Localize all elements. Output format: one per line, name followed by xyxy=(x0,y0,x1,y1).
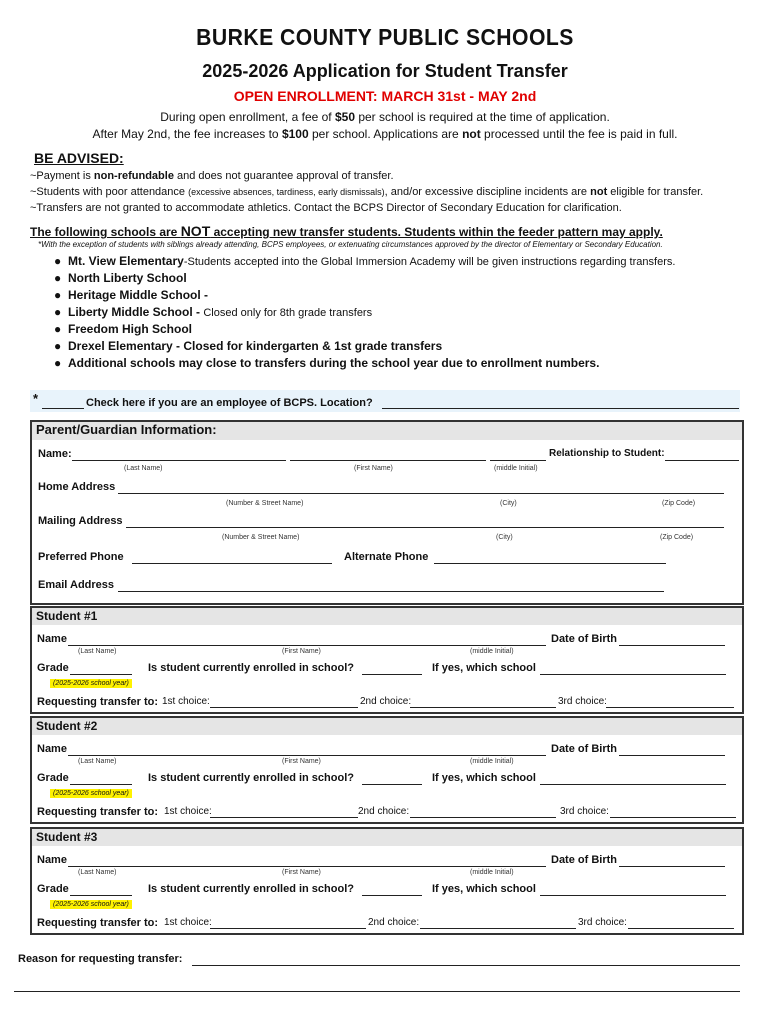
which-school-field[interactable] xyxy=(540,895,726,896)
preferred-phone-label: Preferred Phone xyxy=(38,551,124,563)
preferred-phone-field[interactable] xyxy=(132,563,332,564)
fee-emphasis: not xyxy=(462,127,481,141)
school-name: Additional schools may close to transfers during the school year due to enrollment numbers. xyxy=(68,356,600,370)
dob-field[interactable] xyxy=(619,755,725,756)
student-header xyxy=(32,718,742,735)
parent-header xyxy=(32,422,742,440)
alternate-phone-label: Alternate Phone xyxy=(344,551,429,563)
closed-school-item xyxy=(54,305,675,322)
district-title: BURKE COUNTY PUBLIC SCHOOLS xyxy=(196,24,574,50)
closed-school-item xyxy=(54,271,675,288)
fee-text: After May 2nd, the fee increases to xyxy=(92,127,282,141)
school-name: Freedom High School xyxy=(68,322,193,336)
enrolled-label: Is student currently enrolled in school? xyxy=(148,883,354,895)
fee-text: per school is required at the time of application. xyxy=(355,110,610,124)
advised-item-3: ~Transfers are not granted to accommodate athletics. Contact the BCPS Director of Secondary Education for clarification. xyxy=(30,202,622,214)
choice-3-field[interactable] xyxy=(628,928,734,929)
student-first-caption: (First Name) xyxy=(282,869,321,876)
advised-item-2 xyxy=(30,186,703,198)
student-header xyxy=(32,608,742,625)
choice-2-label: 2nd choice: xyxy=(368,917,420,928)
which-school-label: If yes, which school xyxy=(432,662,536,674)
fee-text: per school. Applications are xyxy=(308,127,463,141)
which-school-field[interactable] xyxy=(540,784,726,785)
choice-3-field[interactable] xyxy=(610,817,736,818)
schools-heading-text: The following schools are xyxy=(30,225,181,239)
grade-field[interactable] xyxy=(70,674,132,675)
choice-1-label: 1st choice: xyxy=(162,696,210,707)
enrolled-label: Is student currently enrolled in school? xyxy=(148,662,354,674)
grade-year-note: (2025-2026 school year) xyxy=(50,679,132,688)
student-name-field[interactable] xyxy=(68,645,546,646)
enrolled-label: Is student currently enrolled in school? xyxy=(148,772,354,784)
home-address-field[interactable] xyxy=(118,493,724,494)
requesting-label: Requesting transfer to: xyxy=(37,696,159,708)
choice-3-label: 3rd choice: xyxy=(558,696,607,707)
student-last-caption: (Last Name) xyxy=(78,648,117,655)
closed-school-item xyxy=(54,356,675,373)
student-name-label: Name xyxy=(37,854,67,866)
employee-location-field[interactable] xyxy=(382,408,739,409)
enrolled-field[interactable] xyxy=(362,784,422,785)
which-school-field[interactable] xyxy=(540,674,726,675)
parent-last-name-caption: (Last Name) xyxy=(124,465,163,472)
dob-label: Date of Birth xyxy=(551,633,617,645)
mailing-address-label: Mailing Address xyxy=(38,515,123,527)
advised-emphasis: non-refundable xyxy=(93,170,174,182)
choice-2-field[interactable] xyxy=(420,928,576,929)
dob-field[interactable] xyxy=(619,645,725,646)
enrollment-window: OPEN ENROLLMENT: MARCH 31st - MAY 2nd xyxy=(233,88,537,104)
student-title: Student #2 xyxy=(36,719,98,733)
student-header xyxy=(32,829,742,846)
grade-label: Grade xyxy=(37,883,69,895)
choice-3-field[interactable] xyxy=(606,707,734,708)
schools-heading xyxy=(30,223,663,239)
parent-last-name-field[interactable] xyxy=(72,460,286,461)
choice-1-field[interactable] xyxy=(210,817,358,818)
schools-note: *With the exception of students with siblings already attending, BCPS employees, or extenuating circumstances approved by the director of Elementary or Secondary Education. xyxy=(38,240,663,249)
school-name: Mt. View Elementary xyxy=(68,254,184,268)
advised-text: and does not guarantee approval of transfer. xyxy=(173,170,394,182)
closed-school-item xyxy=(54,254,675,271)
fee-line-2 xyxy=(0,127,770,141)
fee-amount: $50 xyxy=(334,110,355,124)
closed-schools-list xyxy=(54,254,675,373)
choice-2-field[interactable] xyxy=(410,707,556,708)
advised-text: ~Payment is xyxy=(30,170,94,182)
fee-amount: $100 xyxy=(281,127,309,141)
advised-text: ~Students with poor attendance xyxy=(30,186,189,198)
home-zip-caption: (Zip Code) xyxy=(662,500,696,507)
employee-star: * xyxy=(33,391,39,406)
employee-label: Check here if you are an employee of BCPS. Location? xyxy=(86,397,373,409)
choice-3-label: 3rd choice: xyxy=(578,917,627,928)
grade-field[interactable] xyxy=(70,895,132,896)
reason-field-continued[interactable] xyxy=(14,991,740,992)
parent-middle-caption: (middle Initial) xyxy=(494,465,538,472)
schools-heading-text: accepting new transfer students. Students within the feeder pattern may apply. xyxy=(210,225,663,239)
bullet-icon: ● xyxy=(54,322,62,336)
grade-year-note: (2025-2026 school year) xyxy=(50,789,132,798)
dob-label: Date of Birth xyxy=(551,743,617,755)
enrolled-field[interactable] xyxy=(362,674,422,675)
student-name-label: Name xyxy=(37,743,67,755)
student-title: Student #3 xyxy=(36,830,98,844)
closed-school-item xyxy=(54,322,675,339)
mailing-zip-caption: (Zip Code) xyxy=(660,534,694,541)
alternate-phone-field[interactable] xyxy=(434,563,666,564)
student-first-caption: (First Name) xyxy=(282,758,321,765)
closed-school-item xyxy=(54,339,675,356)
enrolled-field[interactable] xyxy=(362,895,422,896)
relationship-field[interactable] xyxy=(665,460,739,461)
parent-name-label: Name: xyxy=(38,448,72,460)
which-school-label: If yes, which school xyxy=(432,772,536,784)
choice-3-label: 3rd choice: xyxy=(560,806,609,817)
closed-school-item xyxy=(54,288,675,305)
student-name-label: Name xyxy=(37,633,67,645)
bullet-icon: ● xyxy=(54,339,62,353)
school-name: North Liberty School xyxy=(68,271,187,285)
bullet-icon: ● xyxy=(54,305,62,319)
bullet-icon: ● xyxy=(54,356,62,370)
mailing-street-caption: (Number & Street Name) xyxy=(222,534,300,541)
advised-title: BE ADVISED: xyxy=(34,150,124,166)
choice-2-label: 2nd choice: xyxy=(360,696,412,707)
choice-1-field[interactable] xyxy=(210,928,366,929)
parent-first-name-field[interactable] xyxy=(290,460,486,461)
student-last-caption: (Last Name) xyxy=(78,758,117,765)
parent-title: Parent/Guardian Information: xyxy=(36,422,217,437)
mailing-city-caption: (City) xyxy=(496,534,513,541)
schools-heading-not: NOT xyxy=(180,223,211,239)
school-name: Heritage Middle School - xyxy=(68,288,209,302)
fee-text: processed until the fee is paid in full. xyxy=(480,127,678,141)
advised-text: , and/or excessive discipline incidents are xyxy=(384,186,591,198)
school-note: Closed only for 8th grade transfers xyxy=(203,307,373,319)
grade-label: Grade xyxy=(37,662,69,674)
choice-1-label: 1st choice: xyxy=(164,917,212,928)
form-title: 2025-2026 Application for Student Transfer xyxy=(202,61,568,81)
advised-text: eligible for transfer. xyxy=(607,186,704,198)
student-middle-caption: (middle Initial) xyxy=(470,758,514,765)
student-last-caption: (Last Name) xyxy=(78,869,117,876)
school-name: Liberty Middle School - xyxy=(68,305,204,319)
student-middle-caption: (middle Initial) xyxy=(470,869,514,876)
advised-detail: (excessive absences, tardiness, early dismissals) xyxy=(188,187,385,197)
grade-label: Grade xyxy=(37,772,69,784)
employee-checkbox-line[interactable] xyxy=(42,408,84,409)
choice-2-field[interactable] xyxy=(410,817,556,818)
email-field[interactable] xyxy=(118,591,664,592)
relationship-label: Relationship to Student: xyxy=(549,448,665,459)
parent-first-name-caption: (First Name) xyxy=(354,465,393,472)
grade-field[interactable] xyxy=(70,784,132,785)
choice-1-label: 1st choice: xyxy=(164,806,212,817)
dob-label: Date of Birth xyxy=(551,854,617,866)
school-name: Drexel Elementary - Closed for kindergarten & 1st grade transfers xyxy=(68,339,443,353)
parent-middle-initial-field[interactable] xyxy=(490,460,546,461)
grade-year-note: (2025-2026 school year) xyxy=(50,900,132,909)
mailing-address-field[interactable] xyxy=(126,527,724,528)
advised-item-1 xyxy=(30,170,394,182)
requesting-label: Requesting transfer to: xyxy=(37,806,159,818)
advised-emphasis: not xyxy=(590,186,608,198)
student-name-field[interactable] xyxy=(68,755,546,756)
requesting-label: Requesting transfer to: xyxy=(37,917,159,929)
choice-2-label: 2nd choice: xyxy=(358,806,410,817)
which-school-label: If yes, which school xyxy=(432,883,536,895)
student-name-field[interactable] xyxy=(68,866,546,867)
school-note: -Students accepted into the Global Immersion Academy will be given instructions regarding transfers. xyxy=(183,256,676,268)
bullet-icon: ● xyxy=(54,254,62,268)
fee-line-1 xyxy=(0,110,770,124)
student-first-caption: (First Name) xyxy=(282,648,321,655)
fee-text: During open enrollment, a fee of xyxy=(160,110,335,124)
bullet-icon: ● xyxy=(54,271,62,285)
student-middle-caption: (middle Initial) xyxy=(470,648,514,655)
home-street-caption: (Number & Street Name) xyxy=(226,500,304,507)
student-title: Student #1 xyxy=(36,609,98,623)
reason-field[interactable] xyxy=(192,965,740,966)
reason-label: Reason for requesting transfer: xyxy=(18,953,183,965)
choice-1-field[interactable] xyxy=(210,707,358,708)
dob-field[interactable] xyxy=(619,866,725,867)
bullet-icon: ● xyxy=(54,288,62,302)
home-city-caption: (City) xyxy=(500,500,517,507)
home-address-label: Home Address xyxy=(38,481,116,493)
email-label: Email Address xyxy=(38,579,115,591)
